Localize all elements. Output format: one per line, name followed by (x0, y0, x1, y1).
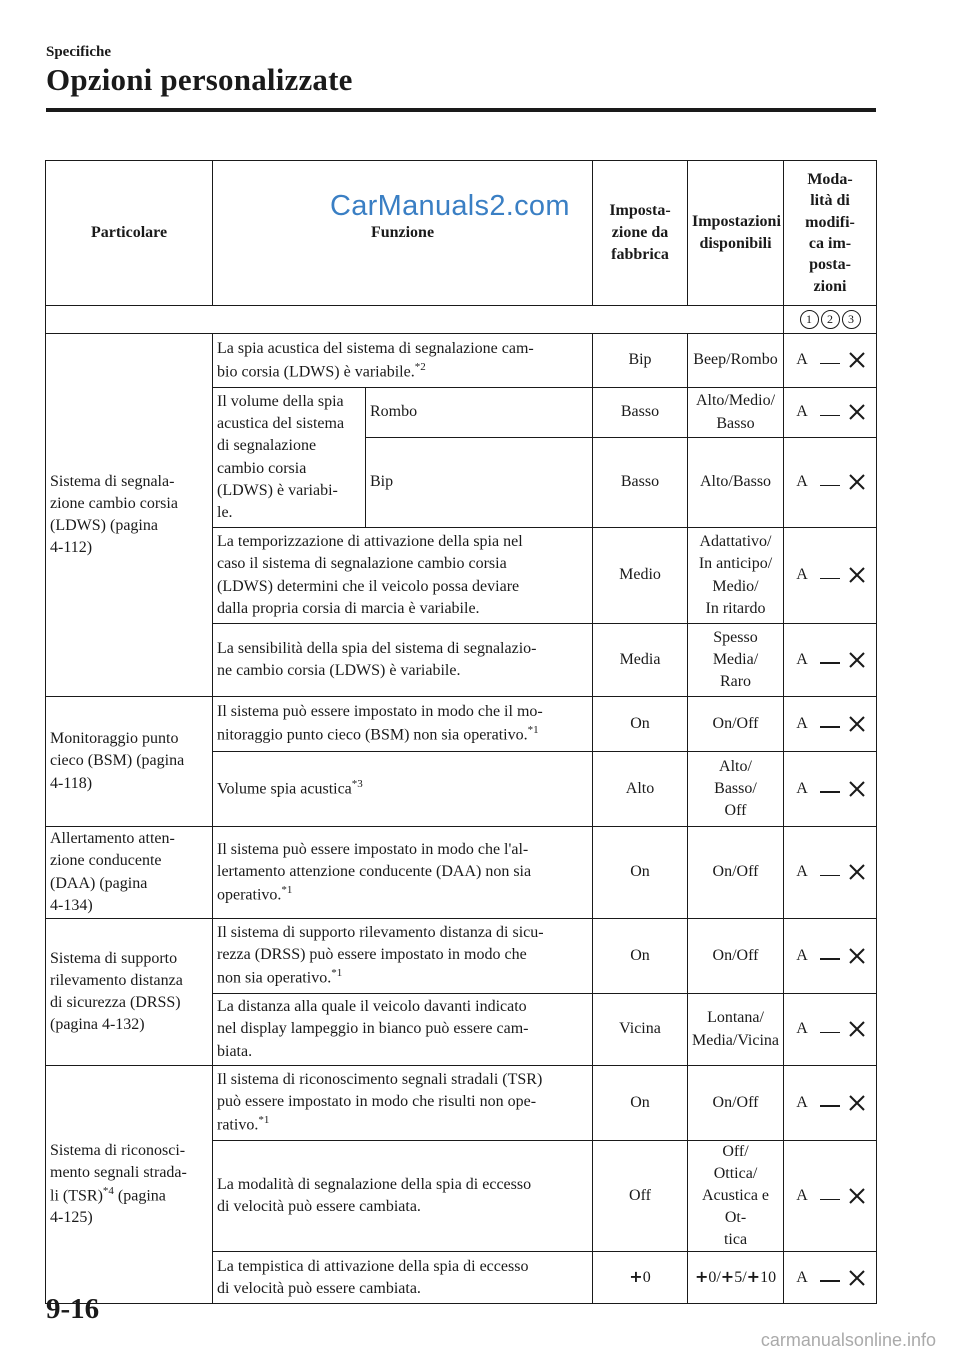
dash-icon (820, 713, 840, 735)
factory-value: Off (593, 1141, 688, 1252)
table-header-row (46, 161, 877, 306)
factory-value: Vicina (593, 994, 688, 1066)
x-icon (848, 651, 868, 669)
mode-value-a: A (796, 473, 808, 491)
table-row (46, 334, 877, 388)
x-icon (848, 1187, 868, 1205)
available-values: Beep/Rombo (688, 334, 784, 388)
mode-value-a: A (796, 351, 808, 369)
table-row (46, 1066, 877, 1141)
table-row (46, 919, 877, 994)
x-icon (848, 403, 868, 421)
mode-number-1: 1 (800, 310, 819, 329)
factory-value: On (593, 1066, 688, 1141)
dash-icon (820, 1092, 840, 1114)
function-text: La distanza alla quale il veicolo davanti indicato nel display lampeggio in bianco può essere cam- biata. (213, 994, 593, 1066)
header-factory: Imposta- zione da fabbrica (593, 161, 688, 306)
mode-cell (784, 994, 877, 1066)
mode-cell (784, 624, 877, 697)
plus-icon: + (694, 1267, 709, 1287)
dash-icon (820, 564, 840, 586)
mode-value-a: A (796, 1093, 808, 1111)
mode-numbers (784, 306, 877, 334)
mode-value-a: A (796, 403, 808, 421)
function-text: Il sistema può essere impostato in modo che l'al- lertamento attenzione conducente (DAA) non sia operativo.$^{*1}$ (213, 827, 593, 919)
dash-icon (820, 349, 840, 371)
mode-cell (784, 438, 877, 528)
function-text: La sensibilità della spia del sistema di segnalazio- ne cambio corsia (LDWS) è variabile. (213, 624, 593, 697)
x-icon (848, 715, 868, 733)
item-tsr: Sistema di riconosci- mento segnali strada- li (TSR)$^{*4}$ (pagina 4-125) (46, 1066, 213, 1304)
item-ldws: Sistema di segnala- zione cambio corsia (LDWS) (pagina 4-112) (46, 334, 213, 697)
dash-icon (820, 1185, 840, 1207)
function-text: Il sistema di riconoscimento segnali stradali (TSR) può essere impostato in modo che risulti non ope- rativo.$^{*1}$ (213, 1066, 593, 1141)
mode-value-a: A (796, 1020, 808, 1038)
mode-value-a: A (796, 566, 808, 584)
mode-value-a: A (796, 1187, 808, 1205)
mode-cell (784, 827, 877, 919)
x-icon (848, 351, 868, 369)
title-rule (46, 108, 876, 112)
function-text: La modalità di segnalazione della spia di eccesso di velocità può essere cambiata. (213, 1141, 593, 1252)
available-values: On/Off (688, 919, 784, 994)
dash-icon (820, 778, 840, 800)
mode-value-a: A (796, 779, 808, 797)
available-values: On/Off (688, 697, 784, 752)
mode-cell (784, 1066, 877, 1141)
plus-icon: + (629, 1267, 643, 1287)
volume-label: Il volume della spia acustica del sistema di segnalazione cambio corsia (LDWS) è variabi- le. (213, 388, 366, 528)
function-text: La tempistica di attivazione della spia di eccesso di velocità può essere cambiata. (213, 1252, 593, 1304)
page-number: 9-16 (46, 1293, 100, 1325)
mode-cell (784, 1141, 877, 1252)
mode-value-a: A (796, 1268, 808, 1286)
footer-site: carmanualsonline.info (760, 1330, 936, 1350)
dash-icon (820, 1267, 840, 1289)
function-text: Rombo (366, 388, 593, 438)
available-values: +0/+5/+10 (688, 1252, 784, 1304)
mode-cell (784, 334, 877, 388)
x-icon (848, 566, 868, 584)
header-item: Particolare (46, 161, 213, 306)
dash-icon (820, 649, 840, 671)
factory-value: Basso (593, 388, 688, 438)
table-row (46, 827, 877, 919)
factory-value: Basso (593, 438, 688, 528)
mode-number-3: 3 (842, 310, 861, 329)
mode-value-a: A (796, 650, 808, 668)
item-bsm: Monitoraggio punto cieco (BSM) (pagina 4-118) (46, 697, 213, 827)
function-text: Il sistema di supporto rilevamento distanza di sicu- rezza (DRSS) può essere impostato in modo che non sia operativo.$^{*1}$ (213, 919, 593, 994)
mode-value-a: A (796, 946, 808, 964)
mode-cell (784, 752, 877, 827)
function-text: Il sistema può essere impostato in modo che il mo- nitoraggio punto cieco (BSM) non sia operativo.$^{*1}$ (213, 697, 593, 752)
mode-cell (784, 919, 877, 994)
function-text: Bip (366, 438, 593, 528)
factory-value: Medio (593, 528, 688, 624)
available-values: Spesso Media/ Raro (688, 624, 784, 697)
available-values: Adattativo/ In anticipo/ Medio/ In ritardo (688, 528, 784, 624)
available-values: Alto/Medio/ Basso (688, 388, 784, 438)
mode-value-a: A (796, 714, 808, 732)
dash-icon (820, 471, 840, 493)
plus-icon: + (720, 1267, 735, 1287)
header-spacer (46, 306, 784, 334)
mode-number-2: 2 (821, 310, 840, 329)
dash-icon (820, 945, 840, 967)
available-values: Off/ Ottica/ Acustica e Ot- tica (688, 1141, 784, 1252)
item-drss: Sistema di supporto rilevamento distanza di sicurezza (DRSS) (pagina 4-132) (46, 919, 213, 1066)
available-values: Alto/Basso (688, 438, 784, 528)
table-row (46, 697, 877, 752)
page-title: Opzioni personalizzate (46, 62, 353, 97)
x-icon (848, 1094, 868, 1112)
available-values: Lontana/ Media/Vicina (688, 994, 784, 1066)
x-icon (848, 863, 868, 881)
function-text: La temporizzazione di attivazione della spia nel caso il sistema di segnalazione cambio corsia (LDWS) determini che il veicolo possa deviare dalla propria corsia di marcia è variabile. (213, 528, 593, 624)
available-values: Alto/ Basso/ Off (688, 752, 784, 827)
function-text: Volume spia acustica$^{*3}$ (213, 752, 593, 827)
factory-value: +0 (593, 1252, 688, 1304)
dash-icon (820, 401, 840, 423)
mode-cell (784, 528, 877, 624)
factory-value: Media (593, 624, 688, 697)
mode-cell (784, 1252, 877, 1304)
factory-value: Alto (593, 752, 688, 827)
factory-value: Bip (593, 334, 688, 388)
factory-value: On (593, 697, 688, 752)
factory-value: On (593, 827, 688, 919)
header-mode-numbers-row (46, 306, 877, 334)
section-label: Specifiche (46, 44, 111, 60)
available-values: On/Off (688, 1066, 784, 1141)
function-text: La spia acustica del sistema di segnalazione cam- bio corsia (LDWS) è variabile.$^{*2}$ (213, 334, 593, 388)
header-mode: Moda- lità di modifi- ca im- posta- zioni (784, 161, 877, 306)
dash-icon (820, 1018, 840, 1040)
factory-value: On (593, 919, 688, 994)
dash-icon (820, 861, 840, 883)
header-function: Funzione (213, 161, 593, 306)
header-available: Impostazioni disponibili (688, 161, 784, 306)
x-icon (848, 947, 868, 965)
x-icon (848, 1020, 868, 1038)
available-values: On/Off (688, 827, 784, 919)
x-icon (848, 473, 868, 491)
custom-options-table (45, 160, 877, 1304)
mode-cell (784, 388, 877, 438)
mode-value-a: A (796, 863, 808, 881)
x-icon (848, 1269, 868, 1287)
watermark: CarManuals2.com (330, 190, 570, 222)
item-daa: Allertamento atten- zione conducente (DAA) (pagina 4-134) (46, 827, 213, 919)
plus-icon: + (746, 1267, 761, 1287)
mode-cell (784, 697, 877, 752)
x-icon (848, 780, 868, 798)
